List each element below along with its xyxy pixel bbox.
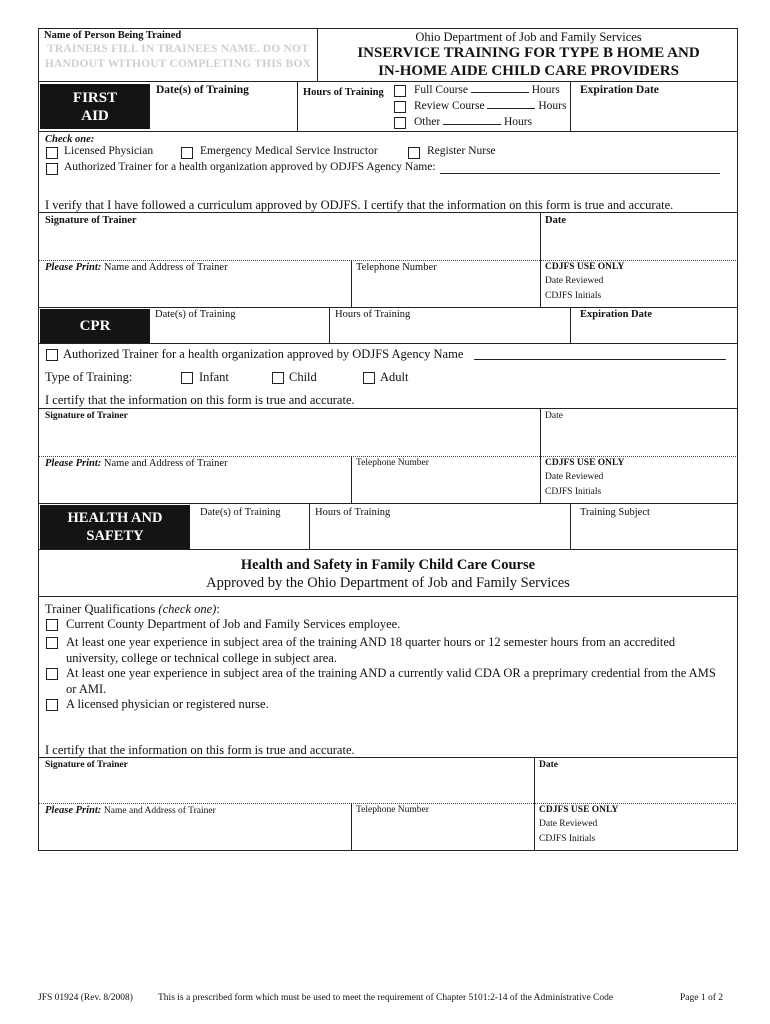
hs-cdjfs-initials: CDJFS Initials	[539, 834, 596, 844]
cpr-cdjfs-initials: CDJFS Initials	[545, 487, 602, 497]
hs-date-reviewed: Date Reviewed	[539, 819, 598, 829]
cpr-child-checkbox[interactable]	[272, 372, 284, 384]
hs-qual-4-checkbox[interactable]	[46, 699, 58, 711]
fa-review-course-label: Review Course	[414, 100, 485, 112]
header-divider	[317, 28, 318, 82]
cpr-certify-statement: I certify that the information on this form is true and accurate.	[45, 393, 355, 407]
person-label: Name of Person Being Trained	[44, 30, 182, 41]
hs-qual-3-checkbox[interactable]	[46, 668, 58, 680]
cpr-label: CPR	[79, 317, 111, 334]
hs-qual-3-label-line1: At least one year experience in subject area of the training AND a currently valid CDA OR a preprimary credential from the AMS	[66, 666, 716, 680]
cpr-block	[40, 309, 150, 343]
agency-name: Ohio Department of Job and Family Services	[415, 30, 642, 44]
fa-full-course-hours-word: Hours	[531, 84, 560, 96]
fa-full-course-label: Full Course	[414, 84, 468, 96]
cpr-name-address-label: Name and Address of Trainer	[103, 458, 228, 469]
fa-check-one: Check one:	[45, 134, 95, 145]
cpr-infant-checkbox[interactable]	[181, 372, 193, 384]
hs-certify-statement: I certify that the information on this form is true and accurate.	[45, 743, 355, 757]
fa-other-hours-input[interactable]	[443, 124, 501, 125]
hs-qual-3-label-line2: or AMI.	[66, 682, 107, 696]
footer-page-number: Page 1 of 2	[680, 993, 724, 1003]
fa-other-hours-word: Hours	[503, 116, 533, 128]
fa-authorized-trainer-label: Authorized Trainer for a health organization approved by ODJFS Agency Name:	[64, 161, 436, 173]
fa-register-nurse-label: Register Nurse	[427, 145, 496, 157]
hs-name-address-label: Name and Address of Trainer	[103, 806, 216, 816]
fa-signature-field[interactable]	[40, 228, 538, 258]
cpr-telephone-label: Telephone Number	[356, 458, 429, 468]
fa-ems-instructor-checkbox[interactable]	[181, 147, 193, 159]
cpr-dates-label: Date(s) of Training	[155, 309, 236, 320]
cpr-cdjfs-use-only: CDJFS USE ONLY	[545, 458, 625, 468]
hs-qual-2-checkbox[interactable]	[46, 637, 58, 649]
health-safety-block	[40, 505, 190, 549]
hs-subject-label: Training Subject	[580, 507, 650, 518]
fa-other-checkbox[interactable]	[394, 117, 406, 129]
hs-cdjfs-use-only: CDJFS USE ONLY	[539, 805, 619, 815]
fa-please-print: Please Print:	[45, 262, 102, 273]
fa-dates-label: Date(s) of Training	[156, 84, 249, 96]
cpr-agency-name-input[interactable]	[474, 347, 726, 360]
fa-review-course-hours-input[interactable]	[487, 108, 535, 109]
form-title-line2: IN-HOME AIDE CHILD CARE PROVIDERS	[378, 63, 679, 79]
hs-signature-field[interactable]	[40, 772, 532, 801]
fa-agency-name-input[interactable]	[440, 161, 720, 174]
hs-qual-2-label-line1: At least one year experience in subject area of the training AND 18 quarter hours or 12 semester hours from an accredited	[66, 635, 676, 649]
hs-qual-1-label: Current County Department of Job and Family Services employee.	[66, 617, 401, 631]
fa-ems-instructor-label: Emergency Medical Service Instructor	[200, 145, 378, 157]
hs-hours-label: Hours of Training	[315, 507, 391, 518]
hs-signature-label: Signature of Trainer	[45, 760, 128, 770]
fa-telephone-label: Telephone Number	[356, 262, 437, 273]
cpr-adult-label: Adult	[380, 370, 409, 384]
fa-signature-label: Signature of Trainer	[45, 215, 137, 226]
first-aid-label: FIRST AID	[72, 89, 118, 124]
fa-date-reviewed: Date Reviewed	[545, 276, 604, 286]
fa-date-label: Date	[545, 215, 566, 226]
footer-notice: This is a prescribed form which must be used to meet the requirement of Chapter 5101:2-14 of the Administrative Code	[158, 993, 614, 1003]
hs-please-print: Please Print:	[45, 805, 102, 816]
cpr-authorized-trainer-label: Authorized Trainer for a health organization approved by ODJFS Agency Name	[63, 347, 464, 361]
hs-dates-label: Date(s) of Training	[200, 507, 281, 518]
fa-licensed-physician-label: Licensed Physician	[64, 145, 154, 157]
cpr-date-field[interactable]	[542, 423, 736, 454]
first-aid-block	[40, 84, 150, 129]
fa-review-course-hours-word: Hours	[538, 100, 567, 112]
fa-register-nurse-checkbox[interactable]	[408, 147, 420, 159]
cpr-signature-field[interactable]	[40, 423, 538, 454]
hs-course-subtitle: Approved by the Ohio Department of Job and Family Services	[206, 575, 570, 591]
fa-cdjfs-use-only: CDJFS USE ONLY	[545, 262, 625, 272]
footer-form-id: JFS 01924 (Rev. 8/2008)	[38, 993, 133, 1003]
fa-authorized-trainer-checkbox[interactable]	[46, 163, 58, 175]
header-bottom-rule	[38, 81, 738, 82]
cpr-date-label: Date	[545, 411, 563, 421]
fa-review-course-checkbox[interactable]	[394, 101, 406, 113]
hs-date-label: Date	[539, 760, 558, 770]
fa-other-label: Other	[414, 116, 441, 128]
hs-qual-4-label: A licensed physician or registered nurse.	[66, 697, 269, 711]
fa-name-address-label: Name and Address of Trainer	[103, 262, 228, 273]
fa-hours-label: Hours of Training	[303, 87, 384, 98]
cpr-signature-label: Signature of Trainer	[45, 411, 128, 421]
hs-qual-2-label-line2: university, college or technical college in subject area.	[66, 651, 337, 665]
person-name-field[interactable]: TRAINERS FILL IN TRAINEES NAME. DO NOT HANDOUT WITHOUT COMPLETING THIS BOX	[44, 43, 312, 70]
hs-telephone-label: Telephone Number	[356, 805, 429, 815]
form-title-line1: INSERVICE TRAINING FOR TYPE B HOME AND	[357, 45, 700, 61]
cpr-authorized-trainer-checkbox[interactable]	[46, 349, 58, 361]
fa-full-course-hours-input[interactable]	[471, 92, 529, 93]
hs-check-one: (check one)	[158, 602, 217, 616]
cpr-please-print: Please Print:	[45, 458, 102, 469]
cpr-expiration-label: Expiration Date	[580, 309, 653, 320]
cpr-hours-label: Hours of Training	[335, 309, 411, 320]
hs-qual-1-checkbox[interactable]	[46, 619, 58, 631]
fa-verify-statement: I verify that I have followed a curriculum approved by ODJFS. I certify that the information on this form is true and accurate.	[45, 198, 674, 212]
cpr-infant-label: Infant	[199, 370, 229, 384]
cpr-child-label: Child	[289, 370, 317, 384]
cpr-type-label: Type of Training:	[45, 370, 133, 384]
fa-cdjfs-initials: CDJFS Initials	[545, 291, 602, 301]
health-safety-label: HEALTH AND SAFETY	[67, 510, 163, 544]
hs-date-field[interactable]	[536, 772, 736, 801]
hs-qualifications-label: Trainer Qualifications	[45, 602, 156, 616]
fa-licensed-physician-checkbox[interactable]	[46, 147, 58, 159]
fa-full-course-checkbox[interactable]	[394, 85, 406, 97]
fa-date-field[interactable]	[542, 228, 736, 258]
fa-expiration-label: Expiration Date	[580, 84, 659, 96]
cpr-date-reviewed: Date Reviewed	[545, 472, 604, 482]
hs-course-title: Health and Safety in Family Child Care Course	[240, 557, 536, 573]
cpr-adult-checkbox[interactable]	[363, 372, 375, 384]
